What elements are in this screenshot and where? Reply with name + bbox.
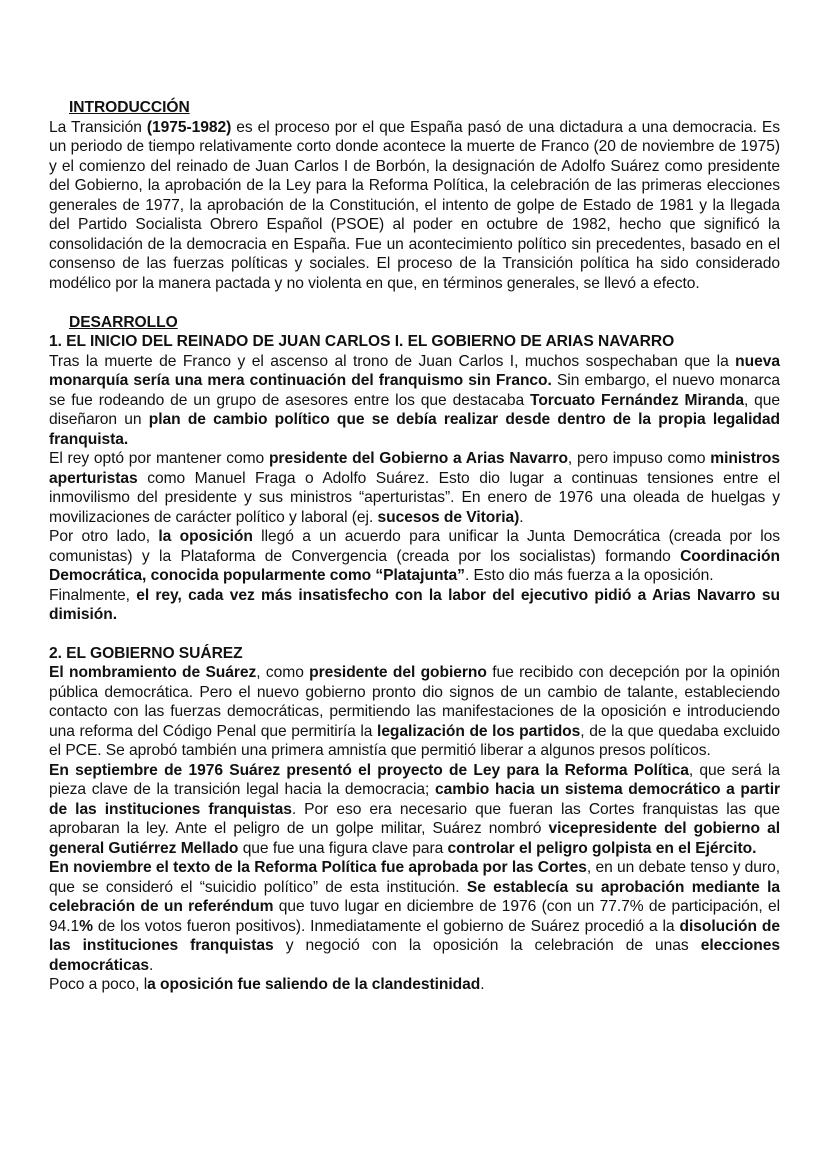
intro-paragraph xyxy=(49,118,780,294)
section-2-paragraph-4 xyxy=(49,975,780,995)
section-1-paragraph-1 xyxy=(49,352,780,450)
text-run: Sin embargo, el nuevo monarca se fue rodeando de un grupo de asesores entre los que destacaba xyxy=(49,372,780,409)
section-1-paragraph-4 xyxy=(49,586,780,625)
section-title-1: 1. EL INICIO DEL REINADO DE JUAN CARLOS I. EL GOBIERNO DE ARIAS NAVARRO xyxy=(49,333,675,350)
bold-text-run: plan de cambio político que se debía realizar desde dentro de la propia legalidad franquista. xyxy=(49,411,780,448)
section-2-paragraph-3 xyxy=(49,858,780,975)
text-run: La Transición xyxy=(49,118,147,136)
bold-text-run: Se establecía su aprobación mediante la celebración de un referéndum xyxy=(49,878,780,915)
bold-text-run: legalización de los partidos xyxy=(377,722,581,740)
text-run: . xyxy=(148,956,154,974)
bold-text-run: En septiembre de 1976 Suárez presentó el proyecto de Ley para la Reforma Política xyxy=(49,761,689,779)
text-run: Tras la muerte de Franco y el ascenso al trono de Juan Carlos I, muchos sospechaban que la xyxy=(49,352,736,370)
spacer xyxy=(49,625,780,644)
bold-text-run: el rey, cada vez más insatisfecho con la labor del ejecutivo pidió a Arias Navarro su dimisión. xyxy=(49,586,780,623)
bold-text-run: vicepresidente del gobierno al general Gutiérrez Mellado xyxy=(49,820,780,857)
text-run: , de la que quedaba excluido el PCE. Se aprobó también una primera amnistía que permitió liberar a algunos presos políticos. xyxy=(49,722,781,759)
heading-desarrollo: DESARROLLO xyxy=(69,313,178,331)
bold-text-run: El nombramiento de Suárez xyxy=(49,664,257,681)
text-run: , que diseñaron un xyxy=(49,391,780,428)
text-run: que tuvo lugar en diciembre de 1976 (con un 77.7% de participación, el 94.1 xyxy=(49,898,780,935)
text-run: . Esto dio más fuerza a la oposición. xyxy=(464,567,714,584)
bold-text-run: sucesos de Vitoria) xyxy=(377,508,520,526)
text-run: El rey optó por mantener como xyxy=(49,450,269,467)
bold-text-run: nueva monarquía sería una mera continuación del franquismo sin Franco. xyxy=(49,352,780,389)
bold-text-run: En noviembre el texto de la Reforma Política fue aprobada por las Cortes xyxy=(49,859,587,876)
text-run: , que será la pieza clave de la transición legal hacia la democracia; xyxy=(49,761,781,798)
section-2-paragraph-2 xyxy=(49,761,780,859)
bold-text-run: presidente del Gobierno a Arias Navarro xyxy=(268,450,568,467)
bold-text-run: Torcuato Fernández Miranda xyxy=(530,391,744,409)
bold-text-run: presidente del gobierno xyxy=(309,664,487,681)
bold-text-run: % xyxy=(79,917,93,935)
text-run: y negoció con la oposición la celebración de unas xyxy=(273,937,701,954)
section-title-2: 2. EL GOBIERNO SUÁREZ xyxy=(49,644,243,662)
text-run: llegó a un acuerdo para unificar la Junta Democrática (creada por los comunistas) y la Plataforma de Convergencia (creada por los socialistas) formando xyxy=(49,528,780,565)
spacer xyxy=(49,293,780,313)
text-run: . xyxy=(519,508,524,526)
section-1-paragraph-2 xyxy=(49,449,780,527)
text-run: , en un debate tenso y duro, que se consideró el “suicidio político” de esta institución. xyxy=(49,859,780,896)
document-page xyxy=(49,98,780,995)
bold-text-run: a oposición fue saliendo de la clandestinidad xyxy=(147,976,481,993)
text-run: . Por eso era necesario que fueran las Cortes franquistas las que aprobaran la ley. Ante el peligro de un golpe militar, Suárez nombró xyxy=(49,800,781,837)
text-run: como Manuel Fraga o Adolfo Suárez. Esto dio lugar a continuas tensiones entre el inmovilismo del presidente y sus ministros “aperturistas”. En enero de 1976 una oleada de huelgas y movilizaciones de carácter político y laboral (ej. xyxy=(49,469,780,526)
text-run: de los votos fueron positivos). Inmediatamente el gobierno de Suárez procedió a la xyxy=(92,917,680,935)
bold-text-run: (1975-1982) xyxy=(146,118,232,136)
bold-text-run: ministros aperturistas xyxy=(49,450,781,487)
bold-text-run: Coordinación Democrática, conocida popularmente como “Platajunta” xyxy=(49,547,780,584)
section-2-paragraph-1 xyxy=(49,663,780,761)
bold-text-run: cambio hacia un sistema democrático a partir de las instituciones franquistas xyxy=(49,781,780,818)
bold-text-run: elecciones democráticas xyxy=(49,937,780,974)
bold-text-run: controlar el peligro golpista en el Ejército. xyxy=(447,839,757,857)
text-run: Poco a poco, l xyxy=(49,976,148,993)
heading-introduccion: INTRODUCCIÓN xyxy=(69,99,190,116)
bold-text-run: la oposición xyxy=(158,528,253,545)
text-run: es el proceso por el que España pasó de una dictadura a una democracia. Es un periodo de tiempo relativamente corto donde acontece la muerte de Franco (20 de noviembre de 1975) y el comienzo del reinado de Juan Carlos I de Borbón, la designación de Adolfo Suárez como presidente del Gobierno, la aprobación de la Ley para la Reforma Política, la celebración de las primeras elecciones generales de 1977, la aprobación de la Constitución, el intento de golpe de Estado de 1981 y la llegada del Partido Socialista Obrero Español (PSOE) al poder en octubre de 1982, hecho que significó la consolidación de la democracia en España. Fue un acontecimiento político sin precedentes, basado en el consenso de las fuerzas políticas y sociales. El proceso de la Transición política ha sido considerado modélico por la manera pactada y no violenta en que, en términos generales, se llevó a efecto. xyxy=(49,118,780,292)
section-1-paragraph-3 xyxy=(49,527,780,586)
text-run: , como xyxy=(256,664,310,681)
text-run: fue recibido con decepción por la opinión pública democrática. Pero el nuevo gobierno pronto dio signos de un cambio de talante, estableciendo contacto con las fuerzas democráticas, permitiendo las manifestaciones de la oposición e introduciendo una reforma del Código Penal que permitiría la xyxy=(49,664,780,740)
text-run: Finalmente, xyxy=(49,586,137,604)
text-run: que fue una figura clave para xyxy=(238,839,448,857)
text-run: . xyxy=(480,976,485,993)
text-run: , pero impuso como xyxy=(567,450,711,467)
text-run: Por otro lado, xyxy=(49,528,159,545)
bold-text-run: disolución de las instituciones franquistas xyxy=(49,917,780,954)
